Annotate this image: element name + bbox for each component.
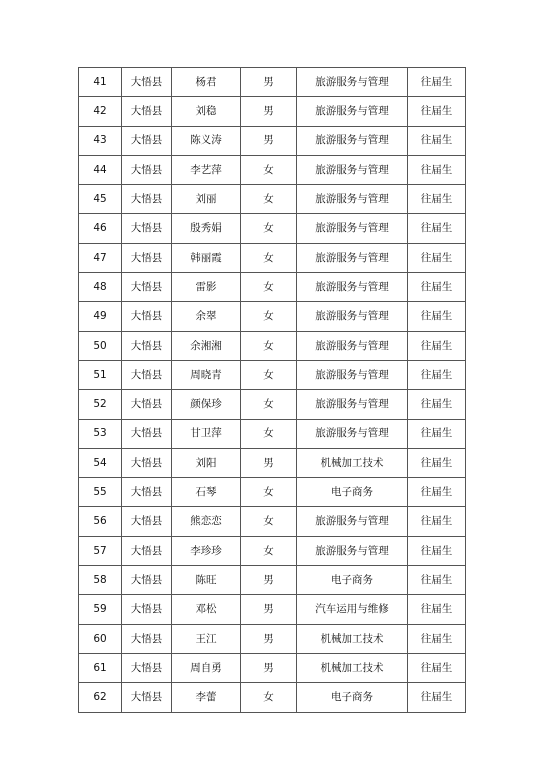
student-name-cell: 殷秀娟	[172, 214, 241, 243]
table-row	[79, 683, 466, 712]
major-cell: 电子商务	[297, 683, 408, 712]
county-cell: 大悟县	[122, 683, 172, 712]
gender-cell: 女	[241, 185, 297, 214]
row-number-cell: 59	[79, 595, 122, 624]
student-name-cell: 李珍珍	[172, 536, 241, 565]
table-row	[79, 653, 466, 682]
gender-cell: 女	[241, 302, 297, 331]
county-cell: 大悟县	[122, 243, 172, 272]
county-cell: 大悟县	[122, 624, 172, 653]
student-name-cell: 石琴	[172, 478, 241, 507]
row-number-cell: 44	[79, 155, 122, 184]
student-type-cell: 往届生	[408, 273, 466, 302]
row-number-cell: 43	[79, 126, 122, 155]
gender-cell: 男	[241, 68, 297, 97]
student-type-cell: 往届生	[408, 419, 466, 448]
student-name-cell: 甘卫萍	[172, 419, 241, 448]
student-name-cell: 邓松	[172, 595, 241, 624]
student-name-cell: 李蕾	[172, 683, 241, 712]
county-cell: 大悟县	[122, 273, 172, 302]
student-type-cell: 往届生	[408, 68, 466, 97]
student-type-cell: 往届生	[408, 302, 466, 331]
table-row	[79, 185, 466, 214]
row-number-cell: 54	[79, 448, 122, 477]
row-number-cell: 53	[79, 419, 122, 448]
county-cell: 大悟县	[122, 390, 172, 419]
major-cell: 旅游服务与管理	[297, 243, 408, 272]
student-type-cell: 往届生	[408, 595, 466, 624]
gender-cell: 女	[241, 478, 297, 507]
table-row	[79, 214, 466, 243]
student-name-cell: 陈旺	[172, 566, 241, 595]
gender-cell: 女	[241, 331, 297, 360]
student-name-cell: 熊恋恋	[172, 507, 241, 536]
major-cell: 旅游服务与管理	[297, 507, 408, 536]
student-name-cell: 周自勇	[172, 653, 241, 682]
student-type-cell: 往届生	[408, 536, 466, 565]
student-type-cell: 往届生	[408, 243, 466, 272]
gender-cell: 女	[241, 390, 297, 419]
gender-cell: 女	[241, 360, 297, 389]
table-row	[79, 595, 466, 624]
county-cell: 大悟县	[122, 595, 172, 624]
table-row	[79, 566, 466, 595]
table-row	[79, 478, 466, 507]
row-number-cell: 56	[79, 507, 122, 536]
row-number-cell: 47	[79, 243, 122, 272]
row-number-cell: 61	[79, 653, 122, 682]
major-cell: 电子商务	[297, 566, 408, 595]
table-row	[79, 243, 466, 272]
gender-cell: 女	[241, 683, 297, 712]
county-cell: 大悟县	[122, 331, 172, 360]
major-cell: 旅游服务与管理	[297, 536, 408, 565]
county-cell: 大悟县	[122, 126, 172, 155]
gender-cell: 女	[241, 214, 297, 243]
student-name-cell: 雷影	[172, 273, 241, 302]
table-row	[79, 536, 466, 565]
student-type-cell: 往届生	[408, 214, 466, 243]
table-row	[79, 302, 466, 331]
gender-cell: 女	[241, 419, 297, 448]
table-row	[79, 273, 466, 302]
student-name-cell: 余湘湘	[172, 331, 241, 360]
table-row	[79, 97, 466, 126]
row-number-cell: 46	[79, 214, 122, 243]
major-cell: 机械加工技术	[297, 448, 408, 477]
major-cell: 机械加工技术	[297, 653, 408, 682]
student-name-cell: 韩丽霞	[172, 243, 241, 272]
student-name-cell: 刘阳	[172, 448, 241, 477]
major-cell: 旅游服务与管理	[297, 97, 408, 126]
student-type-cell: 往届生	[408, 331, 466, 360]
major-cell: 旅游服务与管理	[297, 273, 408, 302]
student-type-cell: 往届生	[408, 448, 466, 477]
student-type-cell: 往届生	[408, 97, 466, 126]
gender-cell: 男	[241, 624, 297, 653]
county-cell: 大悟县	[122, 653, 172, 682]
gender-cell: 女	[241, 243, 297, 272]
row-number-cell: 45	[79, 185, 122, 214]
major-cell: 旅游服务与管理	[297, 68, 408, 97]
row-number-cell: 50	[79, 331, 122, 360]
row-number-cell: 57	[79, 536, 122, 565]
row-number-cell: 62	[79, 683, 122, 712]
county-cell: 大悟县	[122, 302, 172, 331]
county-cell: 大悟县	[122, 478, 172, 507]
student-type-cell: 往届生	[408, 683, 466, 712]
table-row	[79, 360, 466, 389]
gender-cell: 女	[241, 507, 297, 536]
county-cell: 大悟县	[122, 97, 172, 126]
major-cell: 电子商务	[297, 478, 408, 507]
major-cell: 旅游服务与管理	[297, 185, 408, 214]
row-number-cell: 49	[79, 302, 122, 331]
student-name-cell: 周晓青	[172, 360, 241, 389]
row-number-cell: 51	[79, 360, 122, 389]
row-number-cell: 58	[79, 566, 122, 595]
student-name-cell: 颜保珍	[172, 390, 241, 419]
row-number-cell: 41	[79, 68, 122, 97]
student-name-cell: 李艺萍	[172, 155, 241, 184]
student-name-cell: 刘丽	[172, 185, 241, 214]
major-cell: 旅游服务与管理	[297, 214, 408, 243]
county-cell: 大悟县	[122, 68, 172, 97]
student-type-cell: 往届生	[408, 155, 466, 184]
student-name-cell: 刘稳	[172, 97, 241, 126]
row-number-cell: 42	[79, 97, 122, 126]
student-type-cell: 往届生	[408, 507, 466, 536]
gender-cell: 男	[241, 566, 297, 595]
row-number-cell: 52	[79, 390, 122, 419]
county-cell: 大悟县	[122, 155, 172, 184]
student-name-cell: 杨君	[172, 68, 241, 97]
major-cell: 旅游服务与管理	[297, 331, 408, 360]
student-name-cell: 陈义涛	[172, 126, 241, 155]
table-row	[79, 390, 466, 419]
gender-cell: 女	[241, 273, 297, 302]
student-type-cell: 往届生	[408, 360, 466, 389]
student-type-cell: 往届生	[408, 478, 466, 507]
row-number-cell: 60	[79, 624, 122, 653]
major-cell: 旅游服务与管理	[297, 390, 408, 419]
table-row	[79, 68, 466, 97]
gender-cell: 男	[241, 653, 297, 682]
county-cell: 大悟县	[122, 214, 172, 243]
student-roster-table	[78, 67, 466, 713]
major-cell: 旅游服务与管理	[297, 419, 408, 448]
major-cell: 旅游服务与管理	[297, 360, 408, 389]
roster-table-body	[79, 68, 466, 713]
table-row	[79, 126, 466, 155]
student-type-cell: 往届生	[408, 126, 466, 155]
gender-cell: 男	[241, 126, 297, 155]
student-type-cell: 往届生	[408, 653, 466, 682]
county-cell: 大悟县	[122, 448, 172, 477]
gender-cell: 男	[241, 97, 297, 126]
county-cell: 大悟县	[122, 536, 172, 565]
table-row	[79, 624, 466, 653]
student-type-cell: 往届生	[408, 566, 466, 595]
county-cell: 大悟县	[122, 360, 172, 389]
major-cell: 旅游服务与管理	[297, 126, 408, 155]
student-name-cell: 王江	[172, 624, 241, 653]
major-cell: 旅游服务与管理	[297, 302, 408, 331]
county-cell: 大悟县	[122, 507, 172, 536]
table-row	[79, 331, 466, 360]
table-row	[79, 507, 466, 536]
major-cell: 旅游服务与管理	[297, 155, 408, 184]
student-type-cell: 往届生	[408, 624, 466, 653]
student-type-cell: 往届生	[408, 390, 466, 419]
table-row	[79, 419, 466, 448]
row-number-cell: 55	[79, 478, 122, 507]
county-cell: 大悟县	[122, 419, 172, 448]
gender-cell: 男	[241, 595, 297, 624]
table-row	[79, 448, 466, 477]
student-name-cell: 余翠	[172, 302, 241, 331]
major-cell: 汽车运用与维修	[297, 595, 408, 624]
major-cell: 机械加工技术	[297, 624, 408, 653]
gender-cell: 女	[241, 536, 297, 565]
gender-cell: 男	[241, 448, 297, 477]
gender-cell: 女	[241, 155, 297, 184]
student-type-cell: 往届生	[408, 185, 466, 214]
table-row	[79, 155, 466, 184]
county-cell: 大悟县	[122, 566, 172, 595]
row-number-cell: 48	[79, 273, 122, 302]
county-cell: 大悟县	[122, 185, 172, 214]
